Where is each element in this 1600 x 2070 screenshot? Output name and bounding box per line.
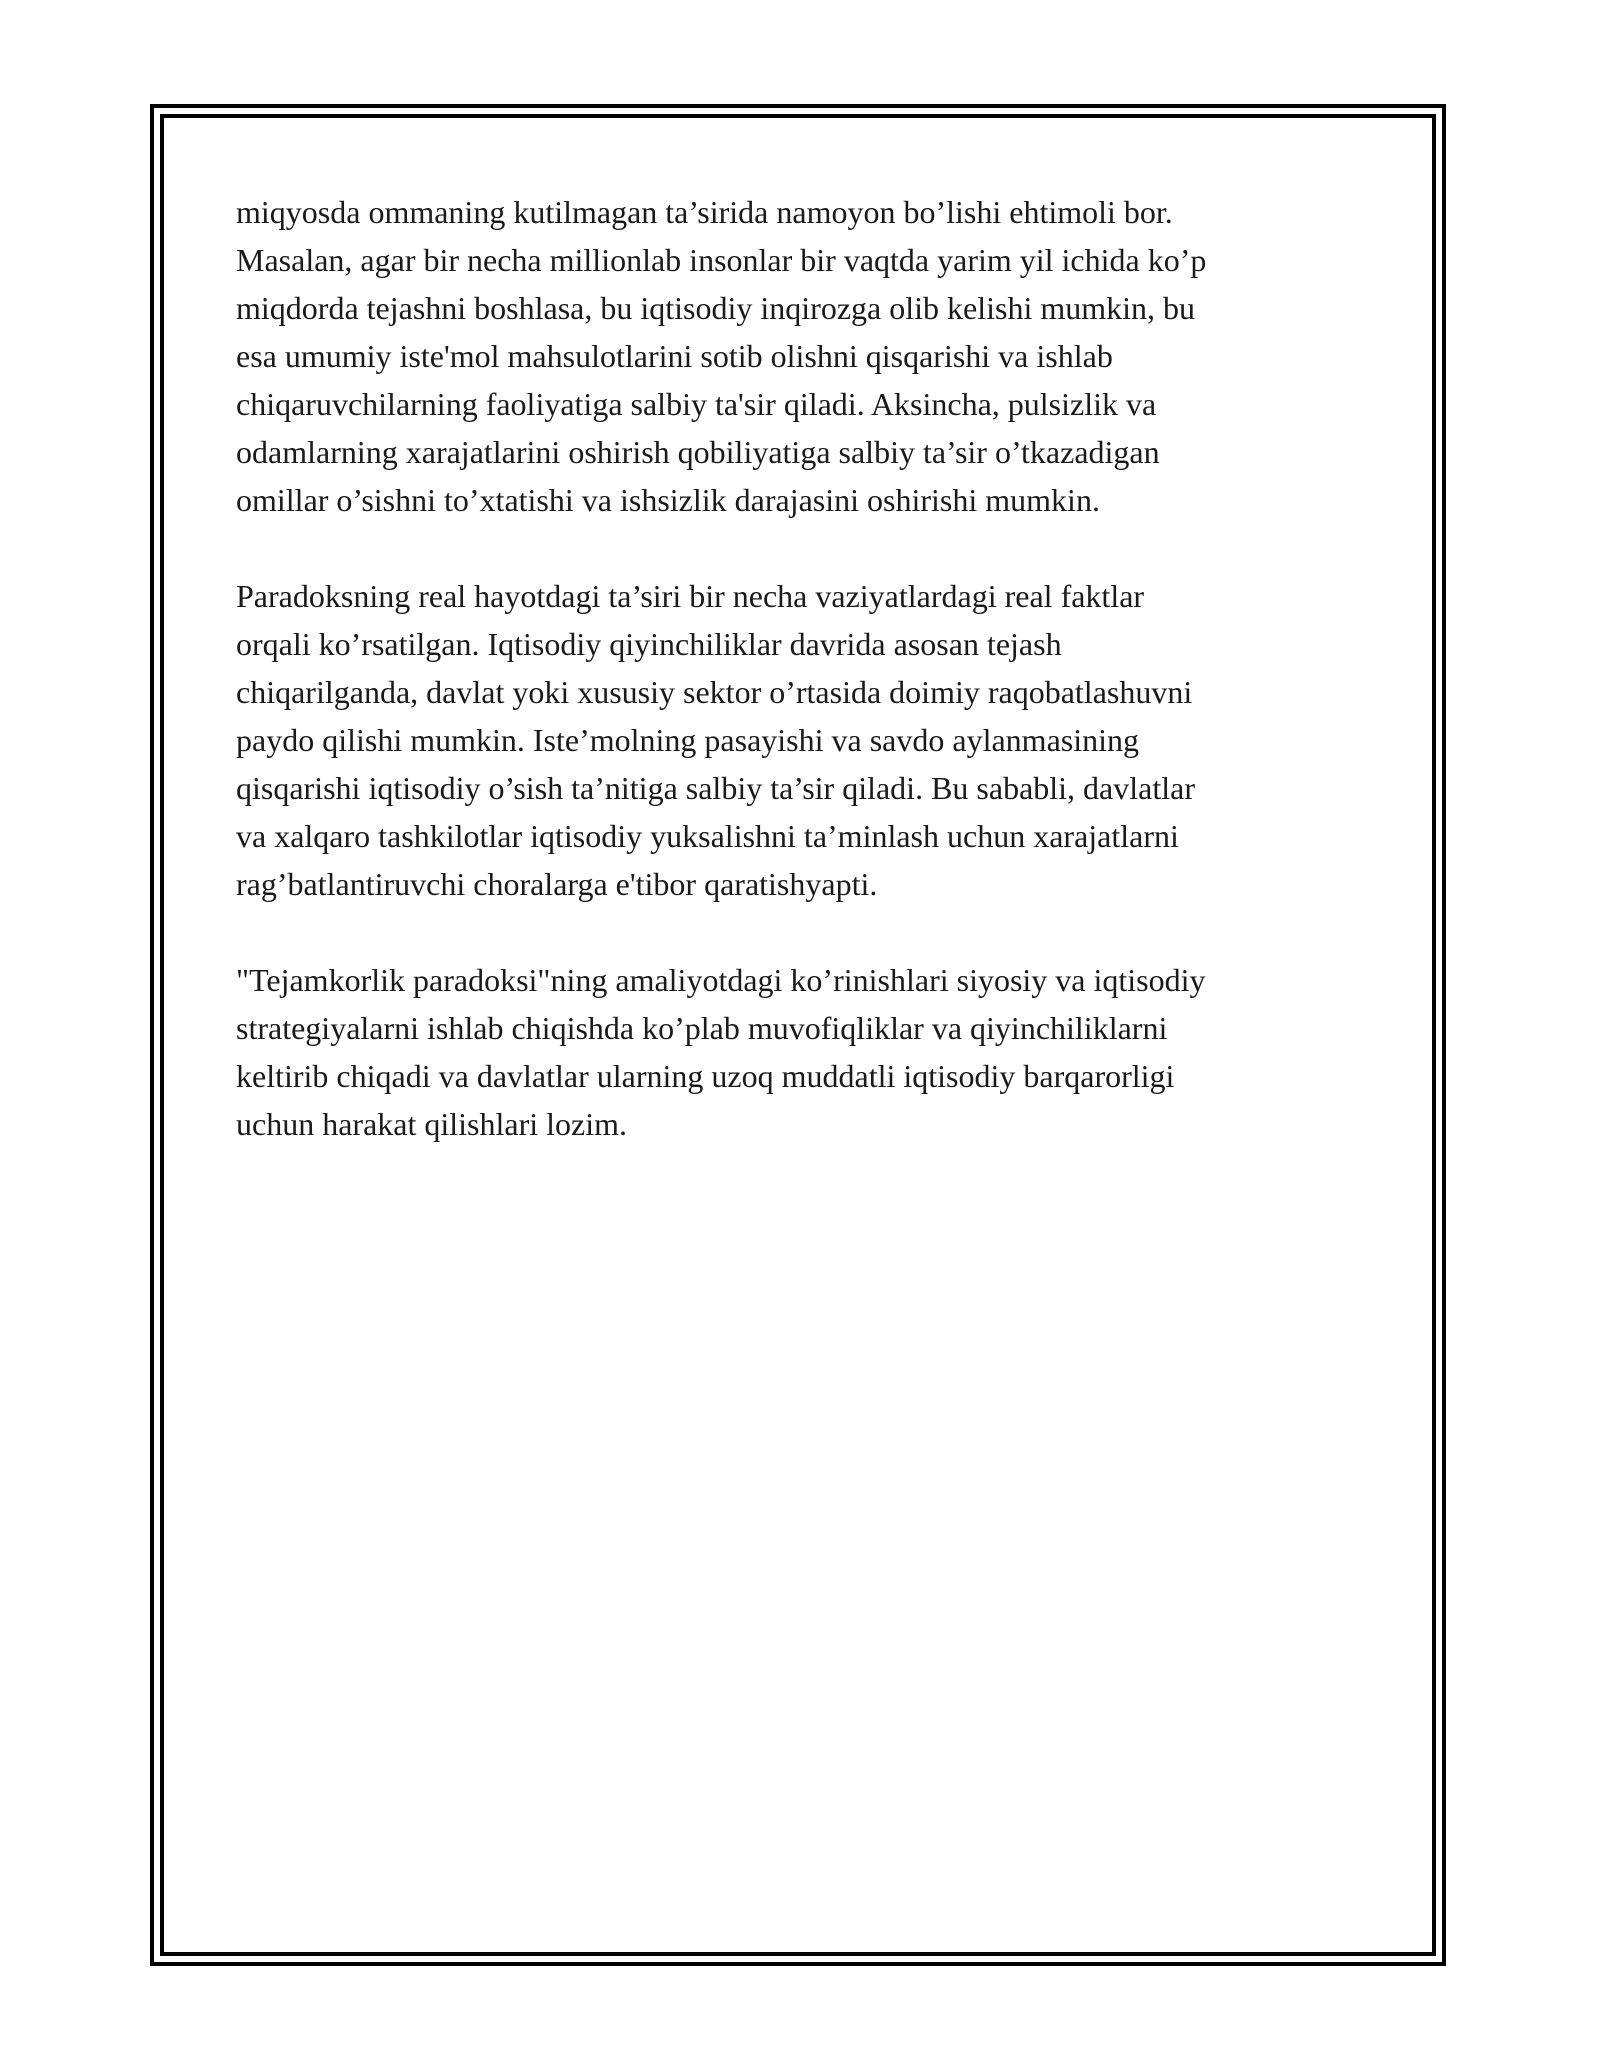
text-line: chiqarilganda, davlat yoki xususiy sektor o’rtasida doimiy raqobatlashuvni (236, 674, 1193, 710)
text-line: orqali ko’rsatilgan. Iqtisodiy qiyinchiliklar davrida asosan tejash (236, 626, 1062, 662)
text-line: esa umumiy iste'mol mahsulotlarini sotib olishni qisqarishi va ishlab (236, 338, 1113, 374)
text-line: "Tejamkorlik paradoksi"ning amaliyotdagi ko’rinishlari siyosiy va iqtisodiy (236, 962, 1206, 998)
document-body (236, 188, 1366, 1196)
text-line: strategiyalarni ishlab chiqishda ko’plab muvofiqliklar va qiyinchiliklarni (236, 1010, 1168, 1046)
paragraph-1 (236, 188, 1366, 524)
text-line: miqyosda ommaning kutilmagan ta’sirida namoyon bo’lishi ehtimoli bor. (236, 194, 1173, 230)
text-line: Masalan, agar bir necha millionlab insonlar bir vaqtda yarim yil ichida ko’p (236, 242, 1207, 278)
text-line: Paradoksning real hayotdagi ta’siri bir necha vaziyatlardagi real faktlar (236, 578, 1145, 614)
text-line: omillar o’sishni to’xtatishi va ishsizlik darajasini oshirishi mumkin. (236, 482, 1100, 518)
paragraph-3 (236, 956, 1366, 1148)
text-line: keltirib chiqadi va davlatlar ularning uzoq muddatli iqtisodiy barqarorligi (236, 1058, 1175, 1094)
text-line: paydo qilishi mumkin. Iste’molning pasayishi va savdo aylanmasining (236, 722, 1139, 758)
paragraph-2 (236, 572, 1366, 908)
text-line: uchun harakat qilishlari lozim. (236, 1106, 627, 1142)
text-line: chiqaruvchilarning faoliyatiga salbiy ta'sir qiladi. Aksincha, pulsizlik va (236, 386, 1157, 422)
text-line: va xalqaro tashkilotlar iqtisodiy yuksalishni ta’minlash uchun xarajatlarni (236, 818, 1179, 854)
text-line: odamlarning xarajatlarini oshirish qobiliyatiga salbiy ta’sir o’tkazadigan (236, 434, 1160, 470)
text-line: rag’batlantiruvchi choralarga e'tibor qaratishyapti. (236, 866, 878, 902)
text-line: qisqarishi iqtisodiy o’sish ta’nitiga salbiy ta’sir qiladi. Bu sababli, davlatlar (236, 770, 1195, 806)
text-line: miqdorda tejashni boshlasa, bu iqtisodiy inqirozga olib kelishi mumkin, bu (236, 290, 1196, 326)
